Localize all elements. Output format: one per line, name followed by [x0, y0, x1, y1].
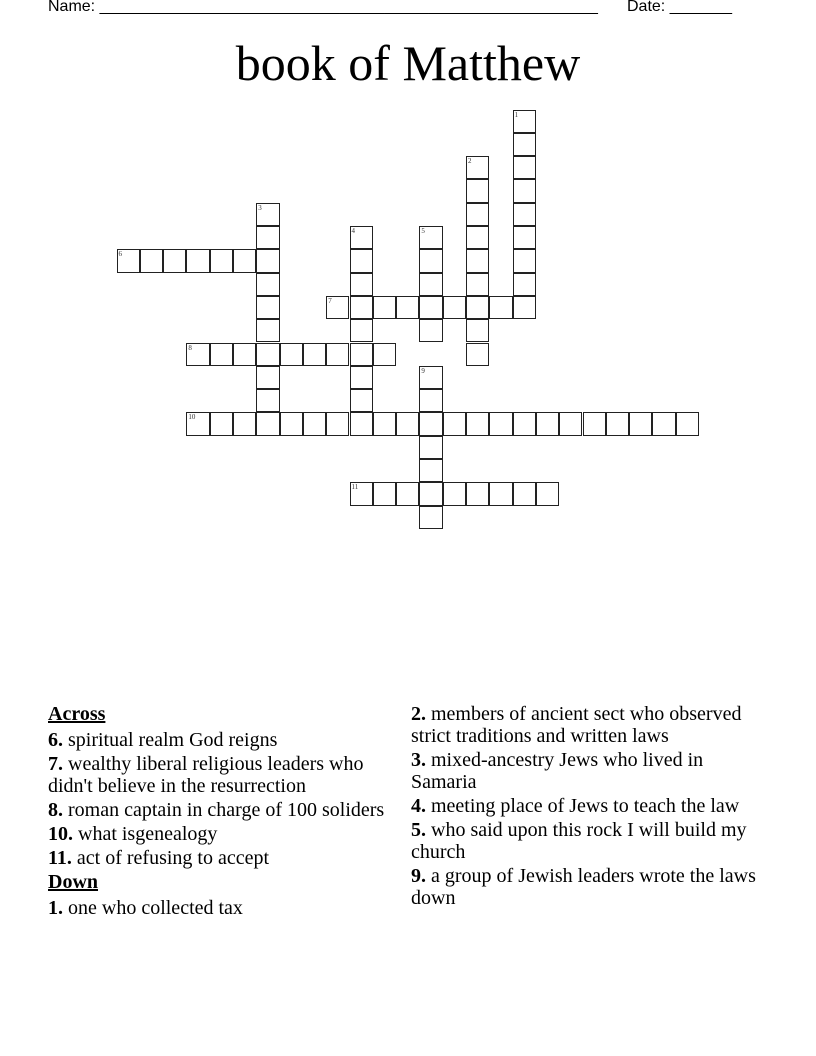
clue-text: wealthy liberal religious leaders who didn't believe in the resurrection	[48, 753, 364, 797]
clue-number: 7.	[48, 753, 63, 775]
crossword-cell[interactable]	[466, 156, 489, 179]
crossword-cell[interactable]	[256, 412, 279, 435]
clue-text: who said upon this rock I will build my church	[411, 819, 747, 863]
crossword-cell[interactable]	[419, 482, 442, 505]
crossword-cell[interactable]	[629, 412, 652, 435]
crossword-cell[interactable]	[536, 412, 559, 435]
crossword-cell[interactable]	[513, 110, 536, 133]
crossword-cell[interactable]	[466, 296, 489, 319]
crossword-cell[interactable]	[210, 412, 233, 435]
down-heading: Down	[48, 871, 99, 893]
crossword-cell[interactable]	[256, 319, 279, 342]
clue-number: 9.	[411, 865, 426, 887]
clue-across-7	[48, 753, 398, 797]
clue-number: 4.	[411, 795, 426, 817]
crossword-cell[interactable]	[326, 412, 349, 435]
crossword-cell[interactable]	[443, 482, 466, 505]
cell-number: 4	[351, 227, 355, 235]
cell-number: 1	[514, 110, 519, 119]
across-heading: Across	[48, 703, 106, 725]
crossword-cell[interactable]	[466, 319, 489, 342]
crossword-cell[interactable]	[513, 156, 536, 179]
crossword-cell[interactable]	[513, 133, 536, 156]
crossword-cell[interactable]	[256, 226, 279, 249]
crossword-cell[interactable]	[443, 296, 466, 319]
page-title: book of Matthew	[235, 35, 581, 91]
crossword-cell[interactable]	[466, 412, 489, 435]
crossword-cell[interactable]	[466, 343, 489, 366]
crossword-cell[interactable]	[186, 343, 209, 366]
crossword-cell[interactable]	[513, 179, 536, 202]
clue-text: members of ancient sect who observed strict traditions and written laws	[411, 703, 742, 747]
crossword-cell[interactable]	[606, 412, 629, 435]
crossword-cell[interactable]	[303, 343, 326, 366]
name-field-label: Name: ________________________________________________________	[48, 0, 598, 15]
clue-down-1	[48, 897, 398, 919]
crossword-cell[interactable]	[419, 389, 442, 412]
crossword-cell[interactable]	[419, 459, 442, 482]
crossword-cell[interactable]	[513, 273, 536, 296]
crossword-cell[interactable]	[256, 249, 279, 272]
crossword-cell[interactable]	[583, 412, 606, 435]
crossword-cell[interactable]	[419, 296, 442, 319]
crossword-cell[interactable]	[233, 343, 256, 366]
crossword-cell[interactable]	[373, 343, 396, 366]
crossword-cell[interactable]	[256, 343, 279, 366]
crossword-cell[interactable]	[466, 482, 489, 505]
crossword-cell[interactable]	[489, 296, 512, 319]
crossword-cell[interactable]	[256, 273, 279, 296]
crossword-cell[interactable]	[350, 389, 373, 412]
clue-number: 11.	[48, 847, 72, 869]
crossword-cell[interactable]	[396, 296, 419, 319]
crossword-cell[interactable]	[536, 482, 559, 505]
crossword-cell[interactable]	[256, 296, 279, 319]
crossword-cell[interactable]	[350, 319, 373, 342]
crossword-cell[interactable]	[419, 506, 442, 529]
crossword-cell[interactable]	[513, 226, 536, 249]
clue-number: 5.	[411, 819, 426, 841]
crossword-cell[interactable]	[350, 249, 373, 272]
clue-down-2	[411, 703, 761, 747]
cell-number: 10	[188, 413, 196, 422]
clues-column-left	[48, 703, 398, 921]
clue-down-9	[411, 865, 761, 909]
clue-text: what isgenealogy	[73, 823, 218, 845]
crossword-cell[interactable]	[419, 412, 442, 435]
crossword-cell[interactable]	[676, 412, 699, 435]
crossword-cell[interactable]	[513, 412, 536, 435]
crossword-cell[interactable]	[396, 482, 419, 505]
crossword-cell[interactable]	[443, 412, 466, 435]
cell-number: 5	[421, 227, 425, 235]
crossword-cell[interactable]	[419, 226, 442, 249]
crossword-cell[interactable]	[396, 412, 419, 435]
clue-text: roman captain in charge of 100 soliders	[63, 799, 385, 821]
date-field-label: Date: _______	[627, 0, 732, 15]
crossword-cell[interactable]	[419, 249, 442, 272]
crossword-cell[interactable]	[350, 296, 373, 319]
crossword-cell[interactable]	[373, 482, 396, 505]
crossword-cell[interactable]	[326, 343, 349, 366]
clue-text: act of refusing to accept	[71, 847, 270, 869]
cell-number: 3	[258, 203, 262, 212]
crossword-cell[interactable]	[210, 249, 233, 272]
crossword-cell[interactable]	[466, 273, 489, 296]
clue-text: one who collected tax	[63, 897, 243, 919]
crossword-cell[interactable]	[466, 179, 489, 202]
crossword-cell[interactable]	[163, 249, 186, 272]
clue-number: 8.	[48, 799, 63, 821]
clue-across-8	[48, 799, 398, 821]
crossword-cell[interactable]	[489, 412, 512, 435]
clue-across-10	[48, 823, 398, 845]
crossword-cell[interactable]	[513, 203, 536, 226]
crossword-cell[interactable]	[350, 366, 373, 389]
crossword-cell[interactable]	[513, 249, 536, 272]
clue-text: meeting place of Jews to teach the law	[426, 795, 740, 817]
clue-text: mixed-ancestry Jews who lived in Samaria	[411, 749, 704, 793]
crossword-cell[interactable]	[280, 412, 303, 435]
crossword-cell[interactable]	[350, 343, 373, 366]
clue-number: 1.	[48, 897, 63, 919]
crossword-cell[interactable]	[256, 203, 279, 226]
crossword-cell[interactable]	[419, 436, 442, 459]
clue-down-3	[411, 749, 761, 793]
clue-number: 3.	[411, 749, 426, 771]
crossword-cell[interactable]	[350, 273, 373, 296]
clue-text: spiritual realm God reigns	[63, 729, 278, 751]
clue-across-11	[48, 847, 398, 869]
crossword-cell[interactable]	[233, 249, 256, 272]
crossword-cell[interactable]	[559, 412, 582, 435]
crossword-cell[interactable]	[256, 389, 279, 412]
crossword-cell[interactable]	[186, 412, 209, 435]
crossword-cell[interactable]	[256, 366, 279, 389]
cell-number: 8	[188, 343, 192, 352]
clue-down-5	[411, 819, 761, 863]
crossword-cell[interactable]	[513, 482, 536, 505]
crossword-cell[interactable]	[373, 412, 396, 435]
clue-number: 6.	[48, 729, 63, 751]
crossword-cell[interactable]	[419, 366, 442, 389]
crossword-cell[interactable]	[140, 249, 163, 272]
crossword-cell[interactable]	[350, 482, 373, 505]
cell-number: 7	[328, 296, 332, 305]
clue-down-4	[411, 795, 761, 817]
clue-number: 2.	[411, 703, 426, 725]
crossword-cell[interactable]	[466, 203, 489, 226]
crossword-cell[interactable]	[186, 249, 209, 272]
crossword-cell[interactable]	[233, 412, 256, 435]
cell-number: 9	[421, 366, 425, 375]
clue-text: a group of Jewish leaders wrote the laws down	[411, 865, 756, 909]
crossword-cell[interactable]	[210, 343, 233, 366]
crossword-cell[interactable]	[117, 249, 140, 272]
crossword-cell[interactable]	[513, 296, 536, 319]
crossword-cell[interactable]	[419, 273, 442, 296]
crossword-cell[interactable]	[373, 296, 396, 319]
crossword-cell[interactable]	[489, 482, 512, 505]
crossword-cell[interactable]	[652, 412, 675, 435]
clue-across-6	[48, 729, 398, 751]
crossword-cell[interactable]	[326, 296, 349, 319]
clues-column-right	[411, 703, 761, 911]
crossword-cell[interactable]	[466, 226, 489, 249]
crossword-cell[interactable]	[280, 343, 303, 366]
clue-number: 10.	[48, 823, 73, 845]
crossword-cell[interactable]	[303, 412, 326, 435]
crossword-cell[interactable]	[350, 226, 373, 249]
cell-number: 11	[351, 483, 359, 492]
cell-number: 2	[468, 157, 472, 166]
crossword-cell[interactable]	[466, 249, 489, 272]
cell-number: 6	[118, 250, 122, 259]
crossword-cell[interactable]	[419, 319, 442, 342]
crossword-cell[interactable]	[350, 412, 373, 435]
